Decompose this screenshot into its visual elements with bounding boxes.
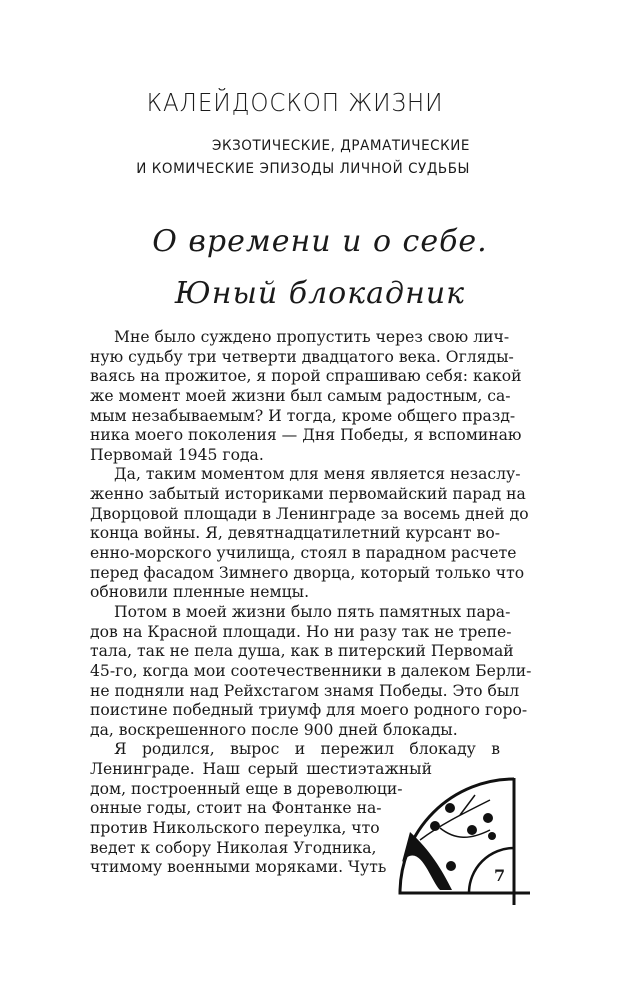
fan-cherry-blossom-icon: [380, 770, 540, 920]
body-line: Дворцовой площади в Ленинграде за восемь дней до: [90, 504, 529, 523]
body-line: Мне было суждено пропустить через свою лич-: [114, 328, 510, 346]
body-line: ведет к собору Николая Угодника,: [90, 838, 377, 857]
body-line: Да, таким моментом для меня является незаслу-: [114, 465, 521, 484]
page-number: 7: [494, 866, 506, 885]
body-line: не подняли над Рейхстагом знамя Победы. Это был: [90, 681, 520, 700]
body-line: же момент моей жизни был самым радостным, са-: [90, 386, 511, 405]
chapter-title-line-2: Юный блокадник: [174, 276, 466, 311]
chapter-title-line-1: О времени и о себе.: [152, 224, 488, 259]
section-subtitle-line-2: И КОМИЧЕСКИЕ ЭПИЗОДЫ ЛИЧНОЙ СУДЬБЫ: [136, 161, 470, 177]
section-subtitle-line-1: ЭКЗОТИЧЕСКИЕ, ДРАМАТИЧЕСКИЕ: [211, 138, 470, 154]
body-line: да, воскрешенного после 900 дней блокады.: [90, 720, 458, 739]
body-line: онные годы, стоит на Фонтанке на-: [90, 799, 382, 818]
body-line: ника моего поколения — Дня Победы, я вспоминаю: [90, 426, 522, 445]
body-line: конца войны. Я, девятнадцатилетний курсант во-: [90, 524, 500, 543]
body-line: Первомай 1945 года.: [90, 445, 264, 464]
body-line: чтимому военными моряками. Чуть: [90, 858, 387, 877]
body-line: тала, так не пела душа, как в питерский Первомай: [90, 642, 514, 661]
body-line: 45-го, когда мои соотечественники в далеком Берли-: [90, 661, 532, 680]
body-line: мым незабываемым? И тогда, кроме общего празд-: [90, 406, 516, 425]
body-line: перед фасадом Зимнего дворца, который только что: [90, 563, 525, 582]
book-section-title: КАЛЕЙДОСКОП ЖИЗНИ: [146, 88, 444, 117]
body-line: Я родился, вырос и пережил блокаду в: [114, 740, 500, 759]
body-line: енно-морского училища, стоял в парадном расчете: [90, 544, 517, 563]
body-line: обновили пленные немцы.: [90, 583, 310, 602]
body-line: ваясь на прожитое, я порой спрашиваю себя: какой: [90, 367, 522, 386]
body-line: Ленинграде. Наш серый шестиэтажный: [90, 760, 432, 779]
body-line: ную судьбу три четверти двадцатого века. Огляды-: [90, 347, 514, 366]
body-line: дов на Красной площади. Но ни разу так не трепе-: [90, 622, 512, 641]
body-line: дом, построенный еще в дореволюци-: [90, 779, 403, 798]
body-line: против Никольского переулка, что: [90, 819, 380, 838]
body-line: женно забытый историками первомайский парад на: [90, 485, 526, 504]
body-line: Потом в моей жизни было пять памятных пара-: [114, 602, 511, 621]
body-line: поистине победный триумф для моего родного горо-: [90, 701, 528, 720]
